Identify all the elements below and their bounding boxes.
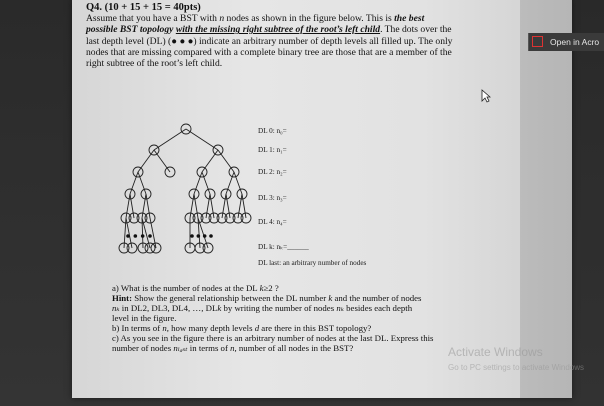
ellipsis-dot — [203, 234, 207, 238]
text-run: with the missing right subtree of the root’s left child — [175, 24, 381, 36]
text-run: in DL2, DL3, DL4, …, DL — [119, 303, 218, 313]
ellipsis-dot — [134, 234, 138, 238]
depth-level-label: DL 2: n₂= — [258, 168, 287, 176]
ellipsis-dot — [126, 234, 130, 238]
text-run: , how many depth levels — [166, 323, 255, 333]
text-run: ≥2 ? — [263, 283, 279, 293]
text-run: Assume that you have a BST with — [86, 13, 220, 24]
ellipsis-dot — [148, 234, 152, 238]
ellipsis-dot — [197, 234, 201, 238]
tree-edge — [218, 150, 234, 172]
text-run: possible BST topology — [86, 24, 176, 36]
question-title: Q4. (10 + 15 + 15 = 40pts) — [86, 2, 201, 13]
text-run: a) What is the number of nodes at the DL — [112, 283, 260, 293]
mouse-cursor-icon — [481, 89, 491, 103]
text-run: nₖ — [112, 303, 120, 313]
question-line — [112, 283, 434, 293]
text-run: last depth level (DL) (● ● ●) indicate an arbitrary number of depth levels all filled up. The only — [86, 35, 453, 47]
text-run: Show the general relationship between the DL number — [132, 293, 329, 303]
ellipsis-dot — [141, 234, 145, 238]
depth-level-label: DL 0: n₀= — [258, 127, 287, 135]
text-run: number of nodes — [112, 343, 174, 353]
text-run: n — [219, 13, 225, 24]
tree-edge — [186, 129, 218, 150]
text-run: nₗₐₛₜ — [173, 343, 188, 353]
depth-level-label: DL k: nₖ=______ — [258, 243, 309, 251]
text-run: nodes as shown in the figure below. This is — [224, 13, 395, 24]
text-run: nₖ — [336, 303, 344, 313]
text-run: . The dots over the — [380, 24, 452, 36]
text-run: besides each depth — [343, 303, 413, 313]
tree-edge — [154, 129, 186, 150]
ellipsis-dot — [190, 234, 194, 238]
text-run: the best — [394, 13, 425, 24]
tree-edge — [138, 150, 154, 172]
depth-level-label: DL 4: n₄= — [258, 218, 287, 226]
question-line — [112, 323, 434, 333]
depth-level-label: DL last: an arbitrary number of nodes — [258, 259, 367, 267]
tree-edge — [154, 150, 170, 172]
question-line — [112, 333, 434, 343]
text-run: nodes that are missing compared with a complete binary tree are those that are a member of the — [86, 46, 452, 58]
ellipsis-dot — [209, 234, 213, 238]
text-run: are there in this BST topology? — [259, 323, 372, 333]
activate-windows-watermark: Activate Windows — [448, 345, 543, 359]
text-run: k — [217, 303, 222, 313]
open-in-acrobat-label: Open in Acro — [550, 37, 600, 47]
text-run: c) As you see in the figure there is an arbitrary number of nodes at the last DL. Express this — [112, 333, 434, 343]
depth-level-label: DL 1: n₁= — [258, 146, 287, 154]
question-line — [112, 303, 434, 313]
text-run: k — [328, 293, 333, 303]
text-run: by writing the number of nodes — [221, 303, 337, 313]
text-run: n — [230, 343, 235, 353]
text-run: in terms of — [187, 343, 231, 353]
activate-windows-subtext: Go to PC settings to activate Windows — [448, 363, 585, 372]
tree-edge — [202, 150, 218, 172]
text-run: d — [254, 323, 260, 333]
text-run: b) In terms of — [112, 323, 163, 333]
question-line — [112, 293, 434, 303]
question-list — [112, 283, 434, 353]
text-run: n — [162, 323, 167, 333]
text-run: Hint: — [112, 293, 133, 303]
question-line — [112, 343, 434, 353]
text-run: right subtree of the root’s left child. — [86, 58, 223, 70]
text-run: level in the figure. — [112, 313, 177, 323]
text-run: and the number of nodes — [332, 293, 422, 303]
text-run: k — [259, 283, 264, 293]
text-run: , number of all nodes in the BST? — [234, 343, 354, 353]
question-line — [112, 313, 434, 323]
depth-level-label: DL 3: n₃= — [258, 194, 287, 202]
